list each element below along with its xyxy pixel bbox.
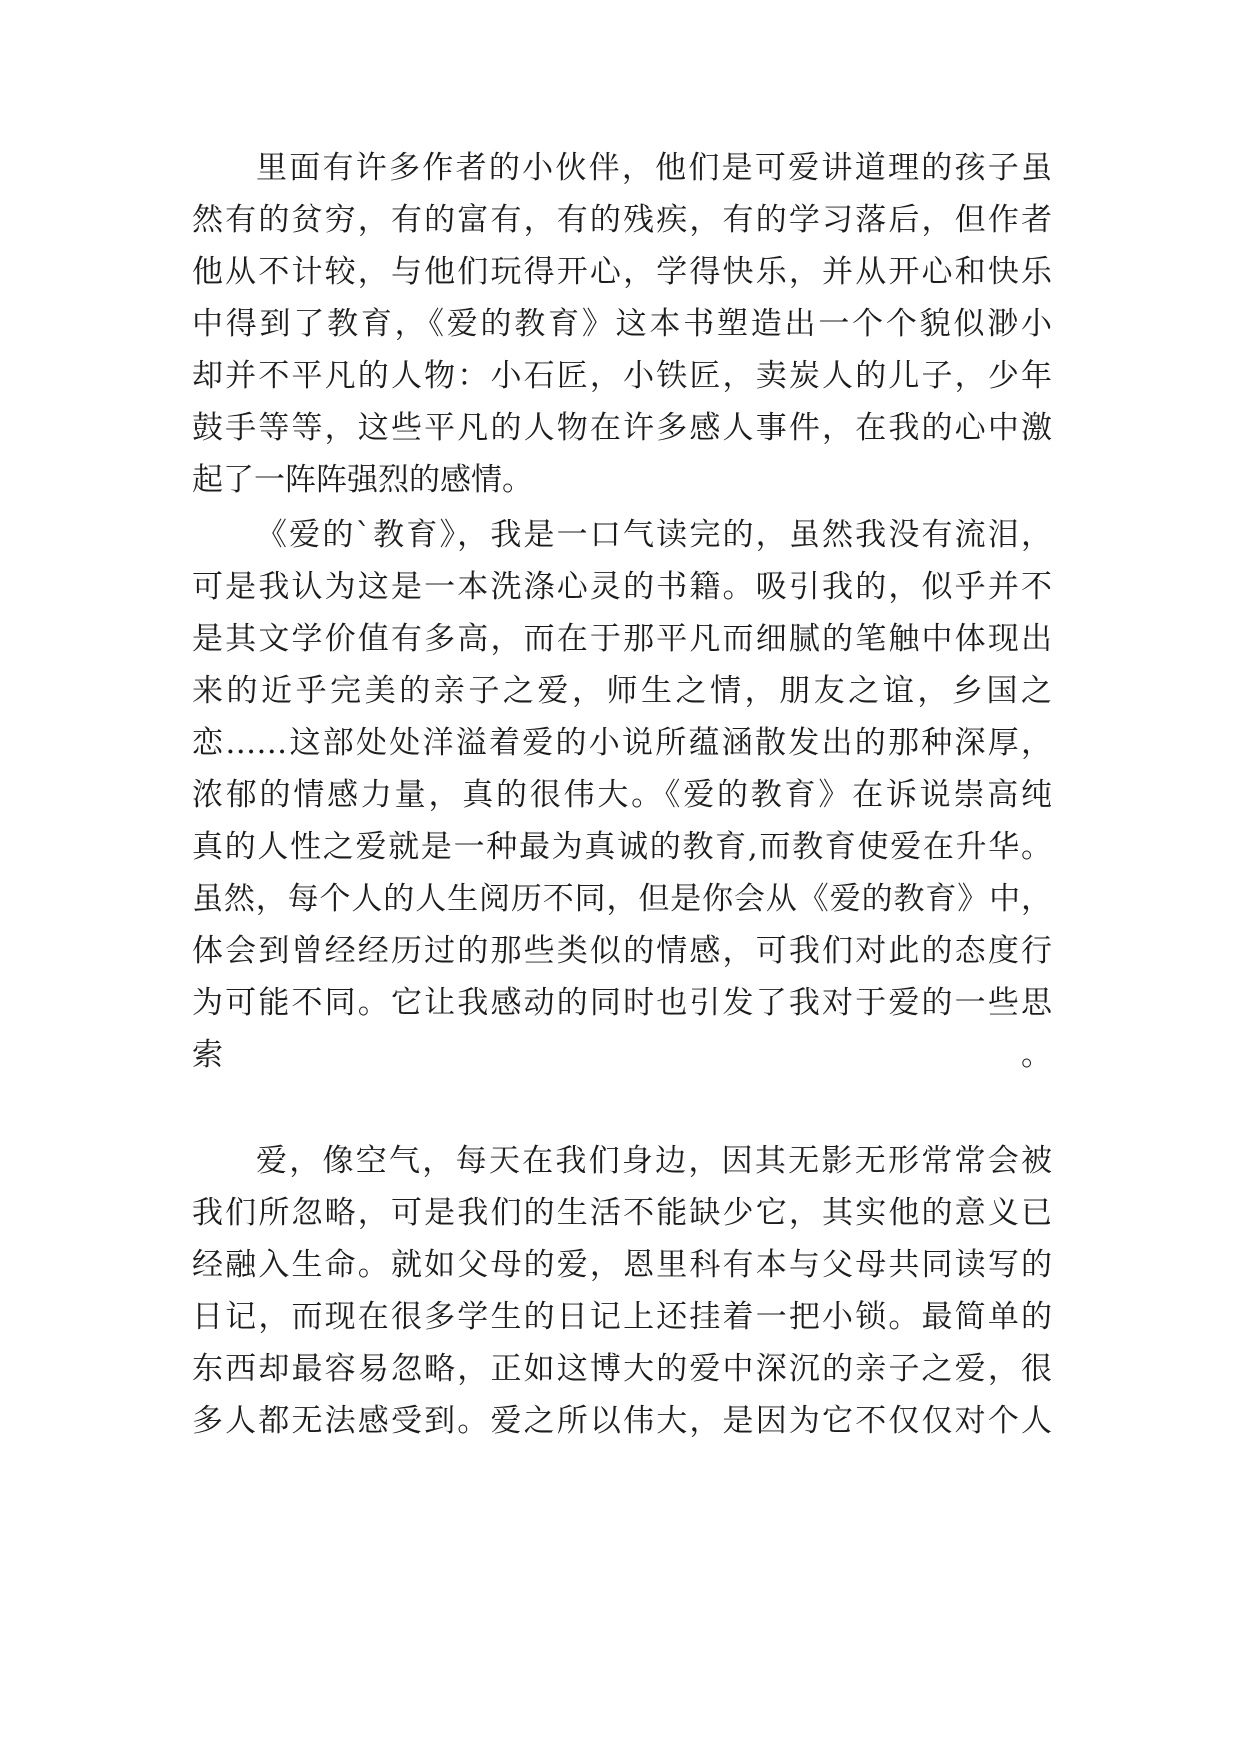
paragraph-1-line-2: 然有的贫穷，有的富有，有的残疾，有的学习落后，但作者 [192,202,1052,238]
paragraph-2-line-4: 来的近乎完美的亲子之爱，师生之情，朋友之谊，乡国之 [192,673,1052,709]
paragraph-1-line-3: 他从不计较，与他们玩得开心，学得快乐，并从开心和快乐 [192,254,1052,290]
paragraph-2-line-3: 是其文学价值有多高，而在于那平凡而细腻的笔触中体现出 [192,621,1052,657]
paragraph-2-line-11: 索。 [192,1037,1052,1073]
paragraph-1-line-4: 中得到了教育，《爱的教育》这本书塑造出一个个貌似渺小 [192,306,1052,342]
paragraph-2-line-8: 虽然，每个人的人生阅历不同，但是你会从《爱的教育》中， [192,881,1052,917]
paragraph-2-line-7: 真的人性之爱就是一种最为真诚的教育,而教育使爱在升华。 [192,829,1052,865]
paragraph-2-line-2: 可是我认为这是一本洗涤心灵的书籍。吸引我的，似乎并不 [192,569,1052,605]
paragraph-3-line-2: 我们所忽略，可是我们的生活不能缺少它，其实他的意义已 [192,1195,1052,1231]
paragraph-3-line-5: 东西却最容易忽略，正如这博大的爱中深沉的亲子之爱，很 [192,1351,1052,1387]
paragraph-1-line-7: 起了一阵阵强烈的感情。 [192,462,533,498]
paragraph-2-line-12 [192,1087,1052,1127]
paragraph-2-line-10: 为可能不同。它让我感动的同时也引发了我对于爱的一些思 [192,985,1052,1021]
paragraph-3-line-3: 经融入生命。就如父母的爱，恩里科有本与父母共同读写的 [192,1247,1052,1283]
paragraph-3-line-4: 日记，而现在很多学生的日记上还挂着一把小锁。最简单的 [192,1299,1052,1335]
paragraph-2-line-1: 《爱的`教育》，我是一口气读完的，虽然我没有流泪， [256,517,1052,553]
paragraph-2-line-6: 浓郁的情感力量，真的很伟大。《爱的教育》在诉说崇高纯 [192,777,1052,813]
paragraph-1-line-5: 却并不平凡的人物：小石匠，小铁匠，卖炭人的儿子，少年 [192,358,1052,394]
paragraph-2-line-5: 恋……这部处处洋溢着爱的小说所蕴涵散发出的那种深厚， [192,725,1052,761]
paragraph-1-line-6: 鼓手等等，这些平凡的人物在许多感人事件，在我的心中激 [192,410,1052,446]
paragraph-1-line-1: 里面有许多作者的小伙伴，他们是可爱讲道理的孩子虽 [256,150,1052,186]
paragraph-3-line-1: 爱，像空气，每天在我们身边，因其无影无形常常会被 [256,1143,1052,1179]
paragraph-3-line-6: 多人都无法感受到。爱之所以伟大，是因为它不仅仅对个人 [192,1403,1052,1439]
paragraph-2-line-9: 体会到曾经经历过的那些类似的情感，可我们对此的态度行 [192,933,1052,969]
